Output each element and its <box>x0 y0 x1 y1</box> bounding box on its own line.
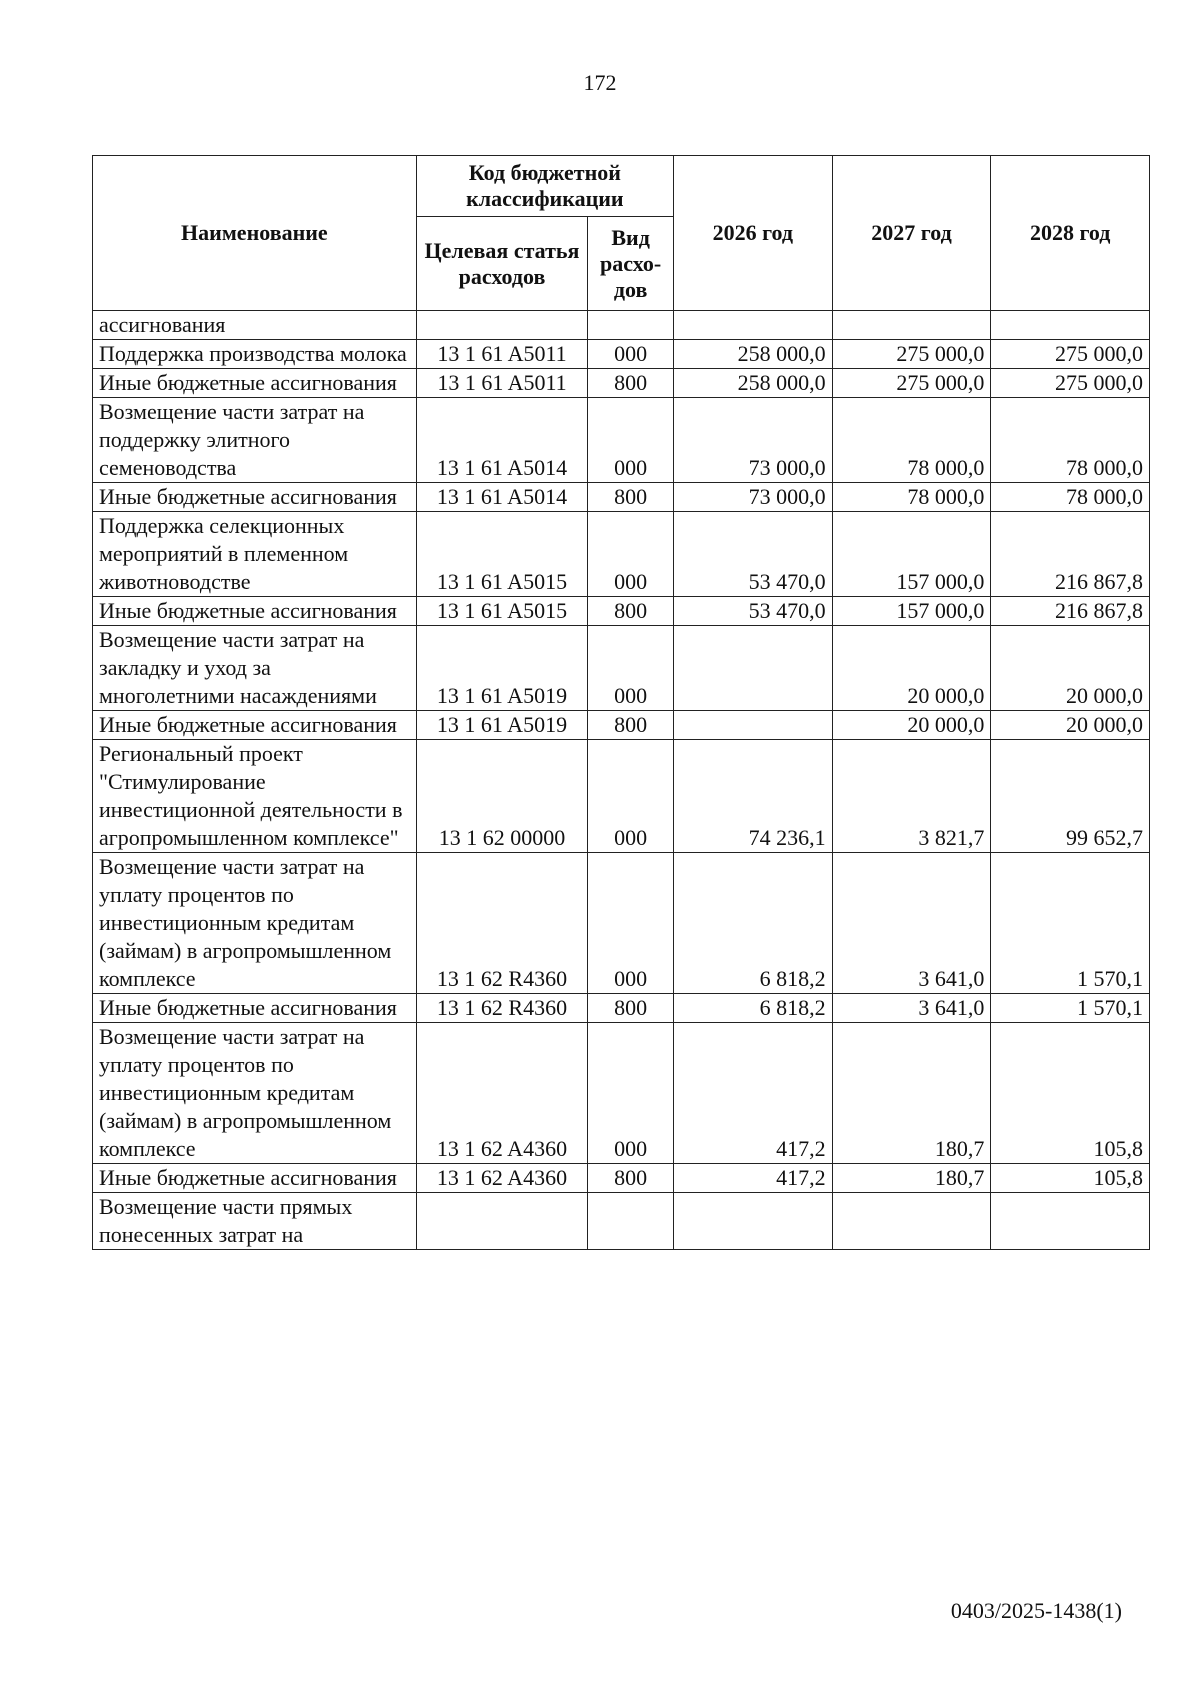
cell-2028: 1 570,1 <box>991 994 1150 1023</box>
cell-target-article <box>416 1193 588 1250</box>
table-row <box>93 1023 1150 1164</box>
cell-2028: 275 000,0 <box>991 340 1150 369</box>
cell-2028: 78 000,0 <box>991 398 1150 483</box>
header-expense-type: Вид расхо-дов <box>588 217 674 311</box>
cell-name: Возмещение части затрат на уплату процентов по инвестиционным кредитам (займам) в агропромышленном комплексе <box>93 853 417 994</box>
cell-2027: 180,7 <box>832 1164 991 1193</box>
cell-2027: 180,7 <box>832 1023 991 1164</box>
cell-2028: 78 000,0 <box>991 483 1150 512</box>
cell-2026: 6 818,2 <box>674 994 833 1023</box>
table-row <box>93 1193 1150 1250</box>
cell-target-article: 13 1 62 R4360 <box>416 994 588 1023</box>
table-row <box>93 340 1150 369</box>
cell-2028: 20 000,0 <box>991 711 1150 740</box>
cell-name: Возмещение части затрат на поддержку элитного семеноводства <box>93 398 417 483</box>
page-number: 172 <box>583 70 617 95</box>
cell-2027: 78 000,0 <box>832 483 991 512</box>
cell-name: Возмещение части затрат на закладку и уход за многолетними насаждениями <box>93 626 417 711</box>
cell-2027: 157 000,0 <box>832 597 991 626</box>
document-code: 0403/2025-1438(1) <box>950 1598 1122 1623</box>
table-row <box>93 597 1150 626</box>
table-row <box>93 369 1150 398</box>
cell-target-article: 13 1 61 A5011 <box>416 340 588 369</box>
cell-expense-type: 800 <box>588 711 674 740</box>
cell-name: ассигнования <box>93 311 417 340</box>
cell-2027: 20 000,0 <box>832 626 991 711</box>
table-header <box>93 156 1150 311</box>
cell-target-article: 13 1 62 A4360 <box>416 1164 588 1193</box>
cell-name: Иные бюджетные ассигнования <box>93 994 417 1023</box>
cell-2028: 216 867,8 <box>991 512 1150 597</box>
cell-expense-type: 800 <box>588 483 674 512</box>
header-2027: 2027 год <box>832 156 991 311</box>
cell-2028: 20 000,0 <box>991 626 1150 711</box>
cell-2027: 78 000,0 <box>832 398 991 483</box>
cell-2026: 53 470,0 <box>674 597 833 626</box>
cell-target-article: 13 1 62 00000 <box>416 740 588 853</box>
cell-2028: 1 570,1 <box>991 853 1150 994</box>
cell-expense-type <box>588 1193 674 1250</box>
cell-2028: 275 000,0 <box>991 369 1150 398</box>
cell-target-article: 13 1 61 A5015 <box>416 512 588 597</box>
cell-expense-type: 800 <box>588 994 674 1023</box>
cell-2028 <box>991 1193 1150 1250</box>
table-row <box>93 398 1150 483</box>
cell-target-article: 13 1 61 A5014 <box>416 398 588 483</box>
cell-2026: 258 000,0 <box>674 340 833 369</box>
cell-target-article: 13 1 62 R4360 <box>416 853 588 994</box>
cell-target-article <box>416 311 588 340</box>
cell-2027: 3 641,0 <box>832 853 991 994</box>
cell-target-article: 13 1 61 A5019 <box>416 711 588 740</box>
header-target-article: Целевая статья расходов <box>416 217 588 311</box>
cell-name: Иные бюджетные ассигнования <box>93 483 417 512</box>
cell-target-article: 13 1 61 A5011 <box>416 369 588 398</box>
cell-2026 <box>674 711 833 740</box>
table-row <box>93 711 1150 740</box>
cell-2026: 417,2 <box>674 1164 833 1193</box>
table-row <box>93 483 1150 512</box>
cell-expense-type: 000 <box>588 512 674 597</box>
cell-target-article: 13 1 61 A5019 <box>416 626 588 711</box>
cell-2026 <box>674 1193 833 1250</box>
table-row <box>93 311 1150 340</box>
header-name: Наименование <box>93 156 417 311</box>
cell-expense-type: 800 <box>588 597 674 626</box>
cell-2026: 258 000,0 <box>674 369 833 398</box>
cell-target-article: 13 1 61 A5015 <box>416 597 588 626</box>
cell-2027: 3 821,7 <box>832 740 991 853</box>
cell-name: Возмещение части прямых понесенных затрат на <box>93 1193 417 1250</box>
cell-expense-type <box>588 311 674 340</box>
cell-2028: 105,8 <box>991 1023 1150 1164</box>
cell-2027: 275 000,0 <box>832 340 991 369</box>
cell-expense-type: 000 <box>588 1023 674 1164</box>
cell-name: Иные бюджетные ассигнования <box>93 369 417 398</box>
cell-name: Региональный проект "Стимулирование инвестиционной деятельности в агропромышленном комплексе" <box>93 740 417 853</box>
header-code-group: Код бюджетной классификации <box>416 156 673 217</box>
table-row <box>93 994 1150 1023</box>
cell-name: Иные бюджетные ассигнования <box>93 1164 417 1193</box>
table-row <box>93 853 1150 994</box>
cell-target-article: 13 1 61 A5014 <box>416 483 588 512</box>
cell-2026: 417,2 <box>674 1023 833 1164</box>
cell-expense-type: 800 <box>588 369 674 398</box>
cell-2027: 275 000,0 <box>832 369 991 398</box>
table-body <box>93 311 1150 1250</box>
cell-2026: 74 236,1 <box>674 740 833 853</box>
cell-2028: 99 652,7 <box>991 740 1150 853</box>
cell-name: Поддержка селекционных мероприятий в племенном животноводстве <box>93 512 417 597</box>
table-row <box>93 1164 1150 1193</box>
cell-2026: 53 470,0 <box>674 512 833 597</box>
cell-2026: 6 818,2 <box>674 853 833 994</box>
cell-2028: 105,8 <box>991 1164 1150 1193</box>
cell-expense-type: 000 <box>588 626 674 711</box>
cell-expense-type: 000 <box>588 340 674 369</box>
cell-2026 <box>674 626 833 711</box>
cell-name: Иные бюджетные ассигнования <box>93 711 417 740</box>
table-row <box>93 512 1150 597</box>
cell-2027: 3 641,0 <box>832 994 991 1023</box>
cell-2026 <box>674 311 833 340</box>
cell-2028 <box>991 311 1150 340</box>
cell-name: Иные бюджетные ассигнования <box>93 597 417 626</box>
cell-expense-type: 000 <box>588 740 674 853</box>
cell-expense-type: 000 <box>588 853 674 994</box>
cell-2027 <box>832 1193 991 1250</box>
cell-2027 <box>832 311 991 340</box>
cell-name: Поддержка производства молока <box>93 340 417 369</box>
cell-target-article: 13 1 62 A4360 <box>416 1023 588 1164</box>
cell-expense-type: 000 <box>588 398 674 483</box>
cell-2028: 216 867,8 <box>991 597 1150 626</box>
cell-expense-type: 800 <box>588 1164 674 1193</box>
table-row <box>93 740 1150 853</box>
table-row <box>93 626 1150 711</box>
cell-2026: 73 000,0 <box>674 398 833 483</box>
cell-2027: 157 000,0 <box>832 512 991 597</box>
cell-2027: 20 000,0 <box>832 711 991 740</box>
cell-2026: 73 000,0 <box>674 483 833 512</box>
header-2028: 2028 год <box>991 156 1150 311</box>
header-2026: 2026 год <box>674 156 833 311</box>
budget-table <box>92 155 1150 1250</box>
cell-name: Возмещение части затрат на уплату процентов по инвестиционным кредитам (займам) в агропромышленном комплексе <box>93 1023 417 1164</box>
